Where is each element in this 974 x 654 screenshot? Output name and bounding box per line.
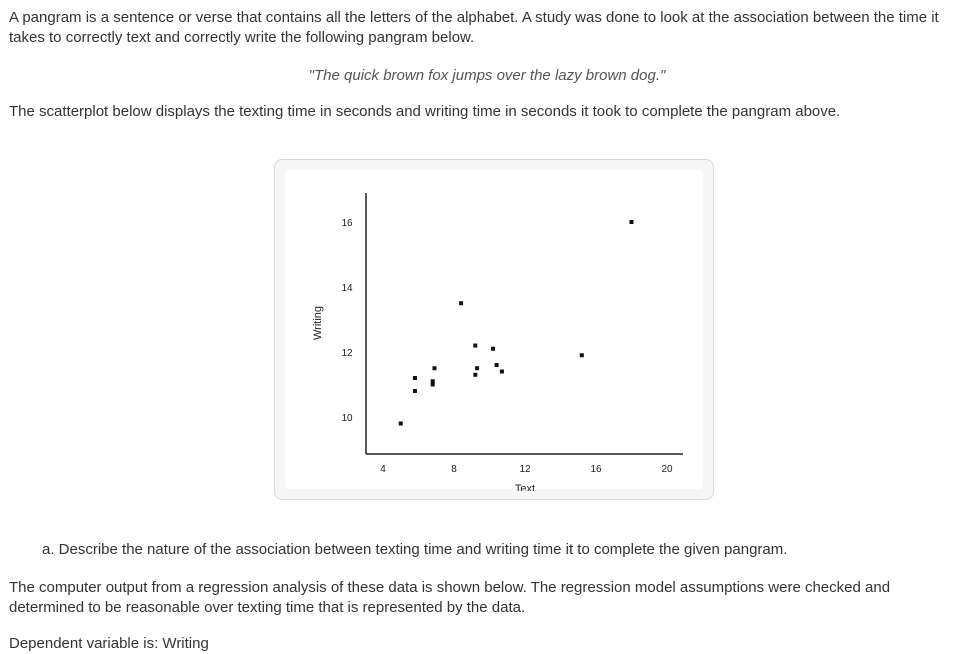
y-axis-title: Writing	[312, 305, 324, 341]
data-point	[399, 422, 403, 426]
data-point	[475, 366, 479, 370]
y-tick-label: 10	[341, 413, 353, 424]
question-a: a. Describe the nature of the association between texting time and writing time it to complete the given pangram.	[42, 541, 788, 558]
data-point	[413, 389, 417, 393]
y-tick-label: 16	[341, 218, 353, 229]
x-tick-label: 12	[519, 464, 531, 475]
y-tick-label: 12	[341, 348, 353, 359]
data-point	[431, 383, 435, 387]
x-tick-label: 8	[451, 464, 457, 475]
x-axis-title: Text	[514, 483, 536, 491]
regression-description: The computer output from a regression analysis of these data is shown below. The regression model assumptions were checked and determined to be reasonable over texting time that is represented by the data.	[9, 579, 891, 616]
scatterplot-chart	[285, 170, 705, 491]
y-tick-label: 14	[341, 283, 353, 294]
scatterplot-figure	[274, 159, 714, 500]
data-point	[491, 347, 495, 351]
data-point	[432, 366, 436, 370]
data-point	[459, 301, 463, 305]
x-tick-label: 20	[661, 464, 673, 475]
scatterplot-description: The scatterplot below displays the texting time in seconds and writing time in seconds it took to complete the pangram above.	[9, 103, 841, 120]
x-tick-label: 4	[380, 464, 386, 475]
x-tick-label: 16	[590, 464, 602, 475]
data-point	[473, 373, 477, 377]
data-point	[495, 363, 499, 367]
scatterplot-panel	[285, 170, 703, 489]
x-tick-labels	[380, 464, 673, 475]
data-point	[580, 353, 584, 357]
dependent-variable-label: Dependent variable is: Writing	[9, 635, 209, 652]
data-points	[399, 220, 634, 426]
data-point	[413, 376, 417, 380]
intro-paragraph: A pangram is a sentence or verse that contains all the letters of the alphabet. A study was done to look at the association between the time it takes to correctly text and correctly write the following pangram below.	[9, 9, 939, 46]
y-tick-labels	[341, 218, 353, 424]
pangram-quote: "The quick brown fox jumps over the lazy brown dog."	[308, 67, 666, 84]
data-point	[630, 220, 634, 224]
data-point	[473, 344, 477, 348]
data-point	[500, 370, 504, 374]
